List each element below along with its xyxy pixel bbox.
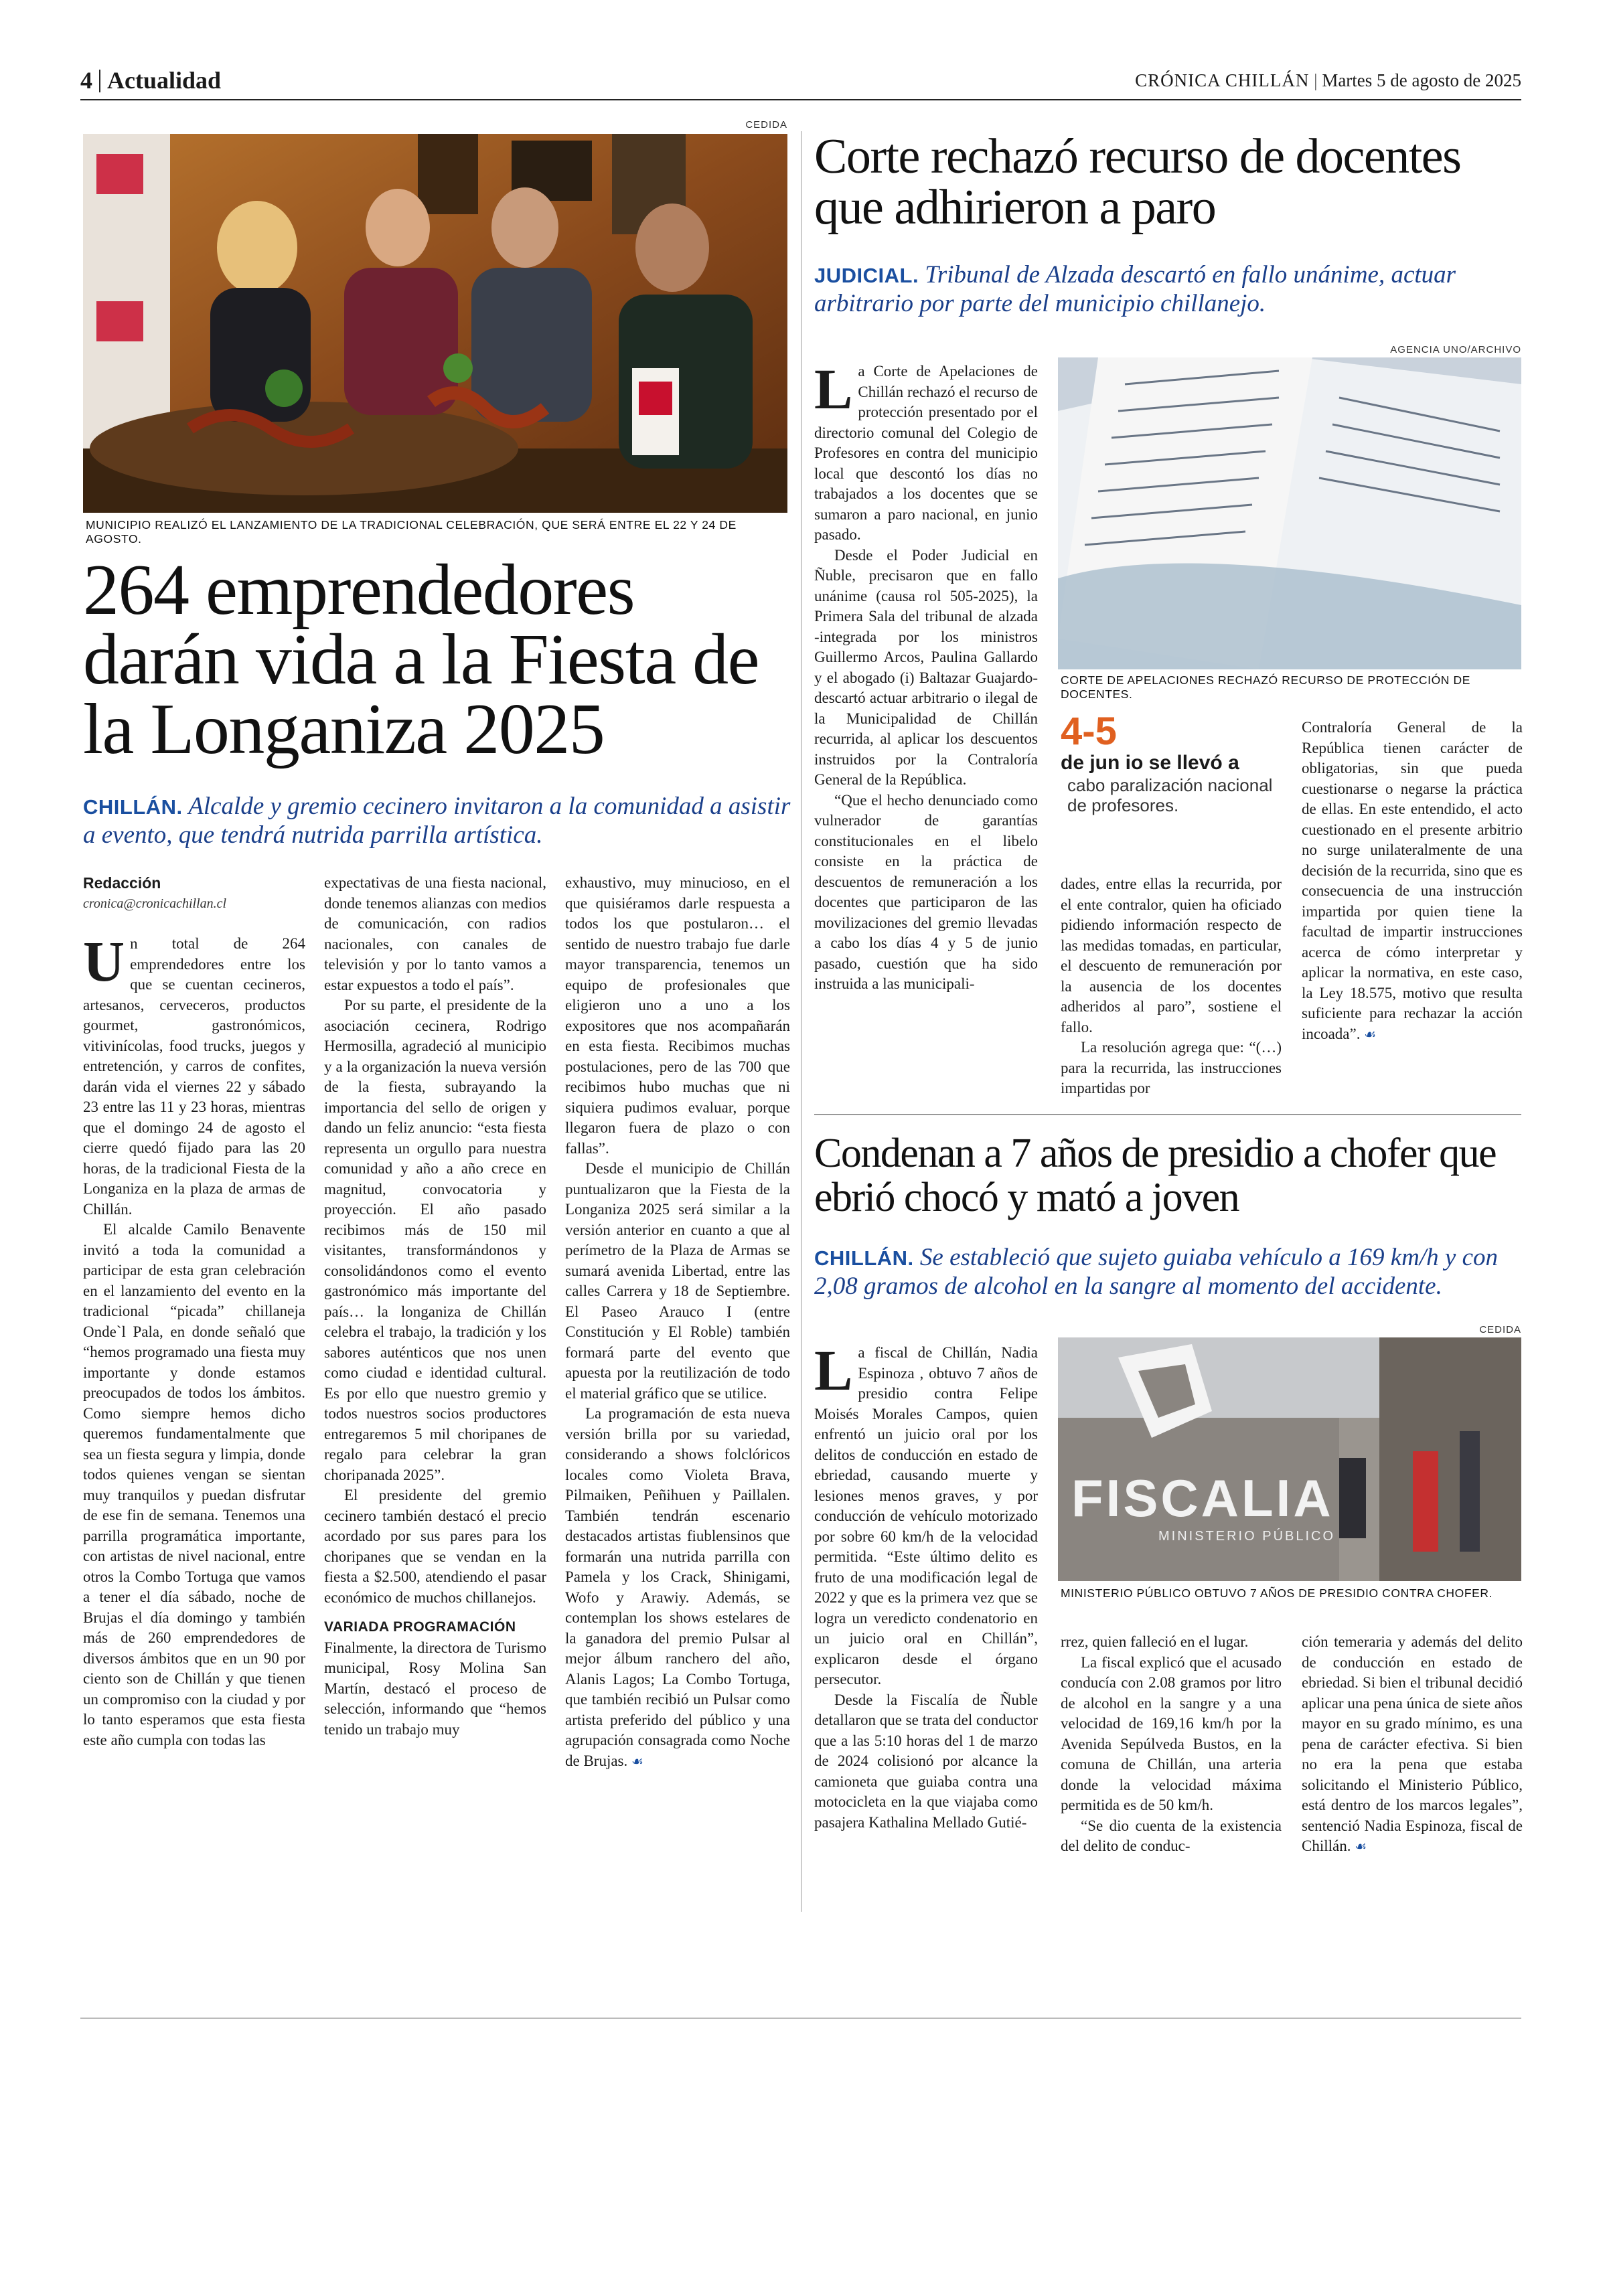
section-name: Actualidad xyxy=(107,67,222,94)
story2-column-1 xyxy=(814,357,1038,995)
subhead: VARIADA PROGRAMACIÓN xyxy=(324,1619,516,1635)
paragraph-text: Contraloría General de la República tienen carácter de obligatorias, sin que pueda cuestionarse o negarse la práctica de ellas. En este entendido, el acto cuestionado en el presente arbitrio no surge unilateralmente de una decisión de la recurrida, sino que es consecuencia de una instrucción impartida por quien tiene la facultad de impartir instrucciones acerca de cómo interpretar y aplicar la normativa, en este caso, la Ley 18.575, motivo que resulta suficiente para rechazar la acción incoada”. xyxy=(1302,719,1523,1042)
paragraph: El presidente del gremio cecinero también destacó el precio acordado por sus pares para los choripanes que se vendan en la fiesta a $2.500, atendiendo el pasar económico de muchos chillanejos. xyxy=(324,1487,546,1606)
page-section-label xyxy=(80,64,221,96)
story-headline: Condenan a 7 años de presidio a chofer que ebrió chocó y mató a joven xyxy=(814,1131,1497,1220)
paragraph xyxy=(83,929,305,1220)
byline: Redacción xyxy=(83,874,161,892)
paragraph: “Se dio cuenta de la existencia del delito de conduc- xyxy=(1061,1817,1282,1854)
deck-place: JUDICIAL. xyxy=(814,264,919,287)
story3-column-2 xyxy=(1061,1632,1282,1857)
page-number: 4 xyxy=(80,67,92,94)
deck-text: Se estableció que sujeto guiaba vehículo a 169 km/h y con 2,08 gramos de alcohol en la sangre al momento del accidente. xyxy=(814,1244,1499,1300)
photo-caption: MINISTERIO PÚBLICO OBTUVO 7 AÑOS DE PRESIDIO CONTRA CHOFER. xyxy=(1061,1586,1493,1600)
paragraph: Finalmente, la directora de Turismo municipal, Rosy Molina San Martín, destacó el proceso de selección, informando que “hemos tenido un trabajo muy xyxy=(324,1639,546,1738)
deck-text: Tribunal de Alzada descartó en fallo unánime, actuar arbitrario por parte del municipio chillanejo. xyxy=(814,261,1456,317)
fact-box xyxy=(1061,712,1282,815)
masthead-divider: | xyxy=(1314,70,1318,90)
paragraph: Desde el Poder Judicial en Ñuble, precisaron que en fallo unánime (causa rol 505-2025), la Primera Sala del tribunal de alzada -integrada por los ministros Guillermo Arcos, Paulina Gallardo y el abogado (i) Baltazar Guajardo- descartó actuar arbitrario o ilegal de la Municipalidad de Chillán recurrida, al aplicar los descuentos instruidos por la Contraloría General de la República. xyxy=(814,546,1038,788)
paragraph: “Que el hecho denunciado como vulnerador de garantías constitucionales en el libelo consiste en la práctica de descuentos de remuneración a los docentes que participaron de las movilizaciones del gremio llevadas a cabo los días 4 y 5 de junio pasado, cuestión que ha sido instruida a las municipali- xyxy=(814,791,1038,992)
paragraph: exhaustivo, muy minucioso, en el que quisiéramos darle respuesta a todos los que postularon… el sentido de nuestro trabajo fue darle mayor transparencia, tenemos un equipo de profesionales que eligieron uno a uno a los expositores que nos acompañarán en esta fiesta. Recibimos muchas postulaciones, pero de las 700 que recibimos hubo muchas que ni siquiera pudimos evaluar, porque llegaron fuera de plazo o con fallas”. xyxy=(565,874,790,1157)
photo-credit: CEDIDA xyxy=(1479,1324,1521,1335)
masthead xyxy=(1135,67,1521,94)
story-deck xyxy=(814,1244,1524,1301)
paragraph: La fiscal explicó que el acusado conducía con 2.08 gramos por litro de alcohol en la sangre y a una velocidad de 169,16 km/h por la Avenida Sepúlveda Bustos, en la comuna de Chillán, una arteria donde la velocidad máxima permitida es de 50 km/h. xyxy=(1061,1653,1282,1813)
drop-cap: L xyxy=(814,357,853,421)
story-headline: Corte rechazó recurso de docentes que adhirieron a paro xyxy=(814,129,1461,235)
fact-lead: de jun io se llevó a xyxy=(1061,752,1239,774)
paragraph-text: n total de 264 emprendedores entre los que se cuentan cecineros, artesanos, cerveceros, productos gourmet, gastronómicos, vitivinícolas, food trucks, juegos y entretención, y carros de confites, darán vida el viernes 22 y sábado 23 entre las 11 y 23 horas, mientras que el domingo 24 de agosto el cierre quedó fijado para las 20 horas, de la tradicional Fiesta de la Longaniza en la plaza de armas de Chillán. xyxy=(83,935,305,1218)
story2-column-3 xyxy=(1302,718,1523,1045)
story-photo-fiscalia xyxy=(1058,1337,1521,1581)
drop-cap: L xyxy=(814,1338,853,1402)
deck-place: CHILLÁN. xyxy=(814,1246,914,1270)
publication-name: CRÓNICA CHILLÁN xyxy=(1135,70,1310,90)
drop-cap: U xyxy=(83,929,125,993)
paragraph xyxy=(814,357,1038,546)
deck-text: Alcalde y gremio cecinero invitaron a la comunidad a asistir a evento, que tendrá nutrida parrilla artística. xyxy=(83,793,791,849)
story1-column-1 xyxy=(83,873,305,1750)
paragraph: dades, entre ellas la recurrida, por el ente contralor, quien ha oficiado pidiendo información respecto de las medidas tomadas, en particular, el descuento de remuneración por la ausencia de los docentes adheridos al paro”, sostiene el fallo. xyxy=(1061,876,1282,1036)
paragraph xyxy=(565,1404,790,1772)
paragraph: Por su parte, el presidente de la asociación cecinera, Rodrigo Hermosilla, agradeció al municipio y a la organización la nueva versión de la fiesta, subrayando la importancia del sello de origen y dando un feliz anuncio: “esta fiesta representa un orgullo para nuestra comunidad y año a año crece en magnitud, convocatoria y proyección. El año pasado recibimos más de 150 mil visitantes, transformándonos y consolidándonos como el evento gastronómico más importante del país… la longaniza de Chillán celebra el trabajo, la tradición y los sabores auténticos que nos unen como ciudad e identidad cultural. Es por ello que nuestro gremio y todos nuestros socios productores entregaremos 5 mil choripanes de regalo para celebrar la gran choripanada 2025”. xyxy=(324,997,546,1483)
documents-photo xyxy=(1058,357,1521,669)
paragraph: expectativas de una fiesta nacional, donde tenemos alianzas con medios de comunicación, con radios nacionales, con canales de televisión y por lo tanto vamos a estar expuestos a todo el país”. xyxy=(324,874,546,993)
fact-text: cabo paralización nacional de profesores. xyxy=(1067,775,1273,815)
issue-date: Martes 5 de agosto de 2025 xyxy=(1322,70,1521,90)
page-bottom-rule xyxy=(80,2018,1521,2019)
paragraph: rrez, quien falleció en el lugar. xyxy=(1061,1633,1249,1650)
page-header xyxy=(80,64,1521,100)
paragraph-text: La programación de esta nueva versión brilla por su variedad, considerando a shows folclóricos locales como Violeta Brava, Pilmaiken, Peñihuen y Paillalen. También tendrán escenario destacados artistas fiublensinos que formarán una nutrida parrilla con Pamela y los Crack, Shinigami, Wofo y Arawiy. Además, se contemplan los shows estelares de la ganadora del premio Pulsar al mejor álbum ranchero del año, Alanis Lagos; La Combo Tortuga, que también recibió un Pulsar como artista preferido del público y una agrupación consagrada como Noche de Brujas. xyxy=(565,1405,790,1769)
byline-email: cronica@cronicachillan.cl xyxy=(83,896,227,911)
story-deck xyxy=(814,261,1524,318)
end-mark: ☙ xyxy=(1355,1839,1367,1854)
story-photo-launch xyxy=(83,134,787,513)
sign-subtext: MINISTERIO PÚBLICO xyxy=(1158,1529,1336,1544)
paragraph-text: a Corte de Apelaciones de Chillán rechazó el recurso de protección presentado por el directorio comunal del Colegio de Profesores en contra del municipio local que descontó los días no trabajados a los docentes que se sumaron a paro nacional, en junio pasado. xyxy=(814,363,1038,543)
sign-text: FISCALIA xyxy=(1071,1469,1334,1528)
paragraph: Desde el municipio de Chillán puntualizaron que la Fiesta de la Longaniza 2025 será similar a la versión anterior en cuanto a que al perímetro de la Plaza de Armas se sumará avenida Libertad, entre las calles Carrera y 18 de Septiembre. El Paseo Arauco I (entre Constitución y El Roble) también formará parte del evento que apuesta por la reutilización de todo el material gráfico que se utilice. xyxy=(565,1160,790,1402)
story2-column-2 xyxy=(1061,874,1282,1099)
deck-place: CHILLÁN. xyxy=(83,795,183,819)
story1-column-2 xyxy=(324,873,546,1740)
story3-column-1 xyxy=(814,1338,1038,1833)
photo-caption: CORTE DE APELACIONES RECHAZÓ RECURSO DE PROTECCIÓN DE DOCENTES. xyxy=(1061,673,1470,701)
paragraph: El alcalde Camilo Benavente invitó a toda la comunidad a participar de esta gran celebración en el lanzamiento del evento en la tradicional “picada” chillaneja Onde`l Pala, en donde señaló que “hemos programado una fiesta muy importante y donde estamos preocupados de todos los ámbitos. Como siempre hemos dicho queremos fundamentalmente que sea un fiesta segura y limpia, donde todos quienes vengan se sientan muy tranquilos y puedan disfrutar de ese fin de semana. Tenemos una parrilla programática importante, con artistas de nivel nacional, entre otros la Combo Tortuga que vamos a tener el día sábado, noche de Brujas el día domingo y también más de 260 emprendedores de diversos ámbitos que en un 90 por ciento son de Chillán y que tienen un compromiso con la ciudad y por lo tanto esperamos que esta fiesta este año cumpla con todas las xyxy=(83,1221,305,1748)
paragraph-text: a fiscal de Chillán, Nadia Espinoza , obtuvo 7 años de presidio contra Felipe Moisés Morales Campos, quien enfrentó un juicio oral por los delitos de conducción en estado de ebriedad, causando muerte y lesiones menos graves, y por conducción de vehículo motorizado por sobre 60 km/h de la velocidad permitida. “Este último delito es fruto de una modificación legal de 2022 y que es la primera vez que se logra un veredicto condenatorio en un juicio oral en Chillán”, explicaron desde el órgano persecutor. xyxy=(814,1344,1038,1688)
fact-number: 4-5 xyxy=(1061,710,1117,753)
photo-credit: AGENCIA UNO/ARCHIVO xyxy=(1390,344,1521,355)
header-divider xyxy=(99,70,100,92)
paragraph xyxy=(1302,1632,1523,1858)
paragraph: Desde la Fiscalía de Ñuble detallaron que se trata del conductor que a las 5:10 horas del 1 de marzo de 2024 colisionó por alcance la camioneta que guiaba contra una motocicleta en la que viajaba como pasajera Kathalina Mellado Gutié- xyxy=(814,1691,1038,1831)
photo-caption: MUNICIPIO REALIZÓ EL LANZAMIENTO DE LA TRADICIONAL CELEBRACIÓN, QUE SERÁ ENTRE EL 22 Y 24 DE AGOSTO. xyxy=(86,518,737,546)
paragraph-text: ción temeraria y además del delito de conducción en estado de ebriedad. Si bien el tribunal decidió aplicar una pena única de siete años mayor en su grado mínimo, es una pena de carácter efectiva. Si bien no era la pena que estaba solicitando el Ministerio Público, está dentro de los marcos legales”, sentenció Nadia Espinoza, fiscal de Chillán. xyxy=(1302,1633,1523,1854)
story3-column-3 xyxy=(1302,1632,1523,1858)
paragraph xyxy=(814,1338,1038,1690)
paragraph: La resolución agrega que: “(…) para la recurrida, las instrucciones impartidas por xyxy=(1061,1039,1282,1096)
story-deck xyxy=(83,793,793,849)
paragraph xyxy=(1302,718,1523,1045)
story-photo-documents xyxy=(1058,357,1521,669)
story1-column-3 xyxy=(565,873,790,1772)
story-headline: 264 emprendedores darán vida a la Fiesta de la Longaniza 2025 xyxy=(83,550,759,769)
launch-event-photo xyxy=(83,134,787,513)
end-mark: ☙ xyxy=(631,1754,643,1769)
end-mark: ☙ xyxy=(1364,1027,1377,1042)
fiscalia-building-photo xyxy=(1058,1337,1521,1581)
photo-credit: CEDIDA xyxy=(745,119,787,131)
story-divider xyxy=(814,1114,1521,1115)
